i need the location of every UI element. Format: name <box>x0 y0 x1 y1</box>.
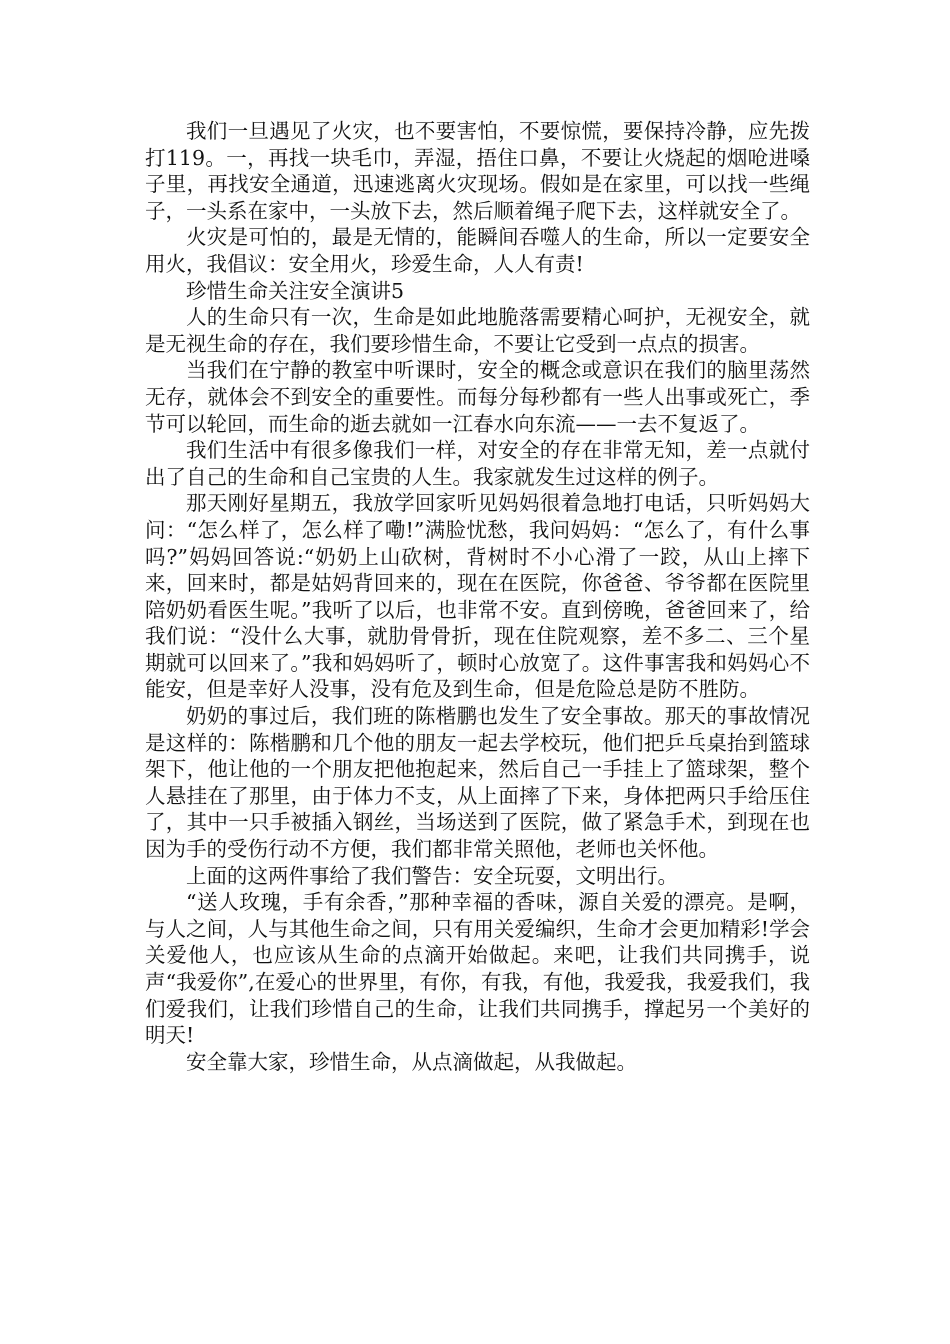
paragraph-life-once: 人的生命只有一次，生命是如此地脆落需要精心呵护，无视安全，就是无视生命的存在，我们要珍惜生命，不要让它受到一点点的损害。 <box>145 305 810 356</box>
paragraph-fire-safety-steps: 我们一旦遇见了火灾，也不要害怕，不要惊慌，要保持冷静，应先拨打119。一，再找一块毛巾，弄湿，捂住口鼻，不要让火烧起的烟呛进嗓子里，再找安全通道，迅速逃离火灾现场。假如是在家里，可以找一些绳子，一头系在家中，一头放下去，然后顺着绳子爬下去，这样就安全了。 <box>145 119 810 223</box>
paragraph-grandma-story: 那天刚好星期五，我放学回家听见妈妈很着急地打电话，只听妈妈大问：“怎么样了，怎么样了嘞!”满脸忧愁，我问妈妈：“怎么了，有什么事吗?”妈妈回答说:“奶奶上山砍树，背树时不小心滑了一跤，从山上摔下来，回来时，都是姑妈背回来的，现在在医院，你爸爸、爷爷都在医院里陪奶奶看医生呢。”我听了以后，也非常不安。直到傍晚，爸爸回来了，给我们说：“没什么大事，就肋骨骨折，现在住院观察，差不多二、三个星期就可以回来了。”我和妈妈听了，顿时心放宽了。这件事害我和妈妈心不能安，但是幸好人没事，没有危及到生命，但是危险总是防不胜防。 <box>145 491 810 702</box>
paragraph-warning: 上面的这两件事给了我们警告：安全玩耍，文明出行。 <box>186 863 678 888</box>
paragraph-closing: 安全靠大家，珍惜生命，从点滴做起，从我做起。 <box>186 1049 637 1074</box>
paragraph-fire-danger: 火灾是可怕的，最是无情的，能瞬间吞噬人的生命，所以一定要安全用火，我倡议：安全用火，珍爱生命，人人有责! <box>145 225 810 276</box>
paragraph-classmate-accident: 奶奶的事过后，我们班的陈楷鹏也发生了安全事故。那天的事故情况是这样的：陈楷鹏和几个他的朋友一起去学校玩，他们把乒乓桌抬到篮球架下，他让他的一个朋友把他抱起来，然后自己一手挂上了篮球架，整个人悬挂在了那里，由于体力不支，从上面摔了下来，身体把两只手给压住了，其中一只手被插入钢丝，当场送到了医院，做了紧急手术，到现在也因为手的受伤行动不方便，我们都非常关照他，老师也关怀他。 <box>145 704 810 862</box>
paragraph-unaware: 我们生活中有很多像我们一样，对安全的存在非常无知，差一点就付出了自己的生命和自己宝贵的人生。我家就发生过这样的例子。 <box>145 438 810 489</box>
speech-title: 珍惜生命关注安全演讲5 <box>186 278 405 303</box>
document-body <box>145 118 810 1075</box>
paragraph-roses: “送人玫瑰，手有余香，”那种幸福的香味，源自关爱的漂亮。是啊，与人之间，人与其他生命之间，只有用关爱编织，生命才会更加精彩!学会关爱他人，也应该从生命的点滴开始做起。来吧，让我们共同携手，说声“我爱你”,在爱心的世界里，有你，有我，有他，我爱我，我爱我们，我们爱我们，让我们珍惜自己的生命，让我们共同携手，撑起另一个美好的明天! <box>145 890 810 1048</box>
paragraph-classroom: 当我们在宁静的教室中听课时，安全的概念或意识在我们的脑里荡然无存，就体会不到安全的重要性。而每分每秒都有一些人出事或死亡，季节可以轮回，而生命的逝去就如一江春水向东流——一去不复返了。 <box>145 358 810 436</box>
